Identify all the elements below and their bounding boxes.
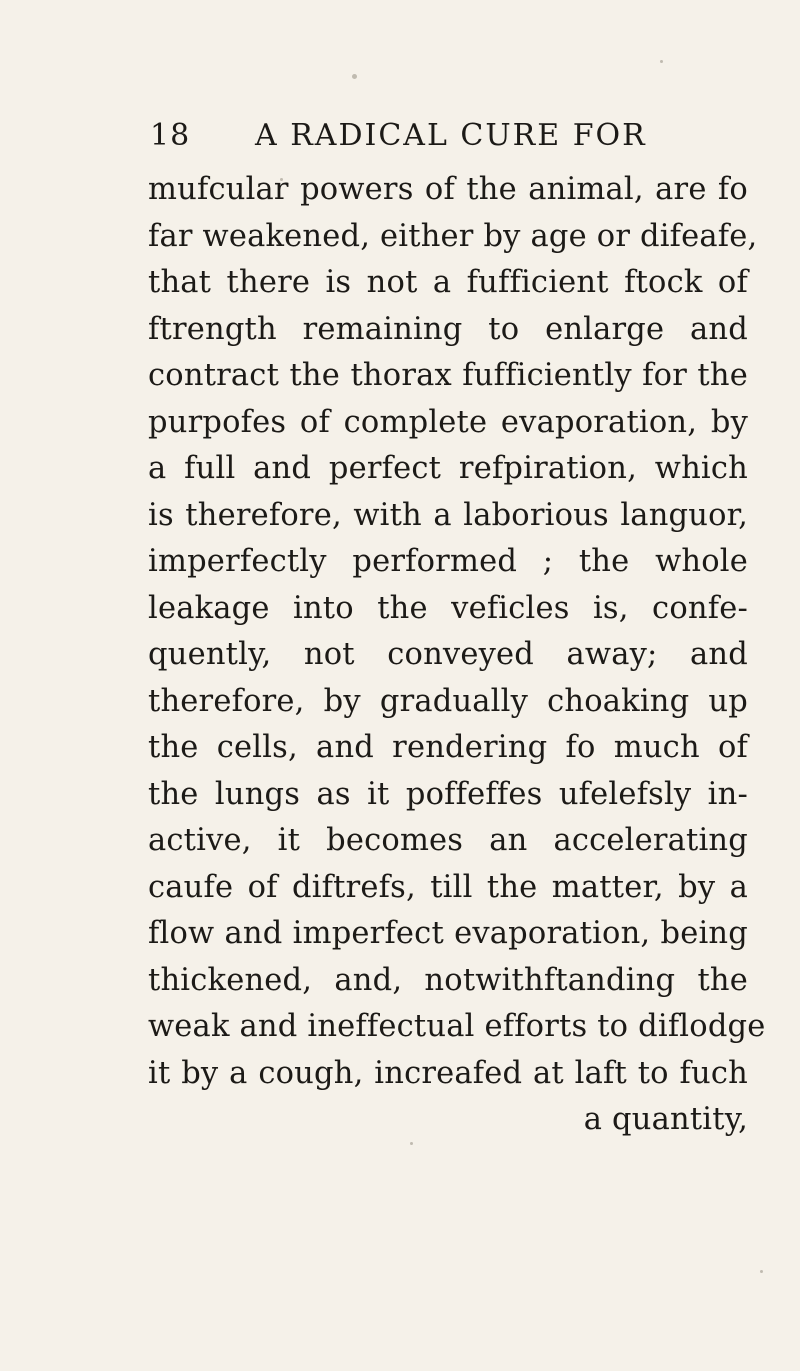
text-line: imperfectly performed ; the whole — [148, 544, 748, 579]
text-line: the cells, and rendering fo much of — [148, 730, 748, 765]
text-line: contract the thorax fufficiently for the — [148, 358, 748, 393]
page-number: 18 — [150, 118, 191, 153]
text-line: therefore, by gradually choaking up — [148, 683, 748, 719]
body-text — [148, 167, 766, 1144]
paper-speck — [352, 74, 357, 79]
text-line: thickened, and, notwithftanding the — [148, 962, 748, 998]
text-line: mufcular powers of the animal, are fo — [148, 172, 748, 207]
paper-speck — [660, 60, 663, 63]
text-line: the lungs as it poffeffes ufelefsly in- — [148, 776, 748, 812]
text-line: quently, not conveyed away; and — [148, 637, 748, 672]
text-line: weak and ineffectual efforts to diflodge — [148, 1009, 766, 1044]
text-line: ftrength remaining to enlarge and — [148, 311, 748, 347]
catchword-line: a quantity, — [583, 1102, 748, 1137]
text-line: it by a cough, increafed at laft to fuch — [148, 1055, 748, 1091]
text-line: leakage into the veficles is, confe- — [148, 590, 748, 626]
running-title: A RADICAL CURE FOR — [255, 118, 647, 153]
running-head — [0, 118, 800, 158]
text-line: active, it becomes an accelerating — [148, 823, 748, 858]
text-line: that there is not a fufficient ftock of — [148, 265, 748, 300]
text-line: is therefore, with a laborious languor, — [148, 497, 748, 533]
text-line: caufe of diftrefs, till the matter, by a — [148, 869, 748, 905]
text-line: purpofes of complete evaporation, by — [148, 404, 748, 440]
text-line: a full and perfect refpiration, which — [148, 451, 748, 486]
text-line: far weakened, either by age or difeafe, — [148, 218, 758, 254]
text-line: flow and imperfect evaporation, being — [148, 916, 748, 951]
paper-speck — [760, 1270, 763, 1273]
